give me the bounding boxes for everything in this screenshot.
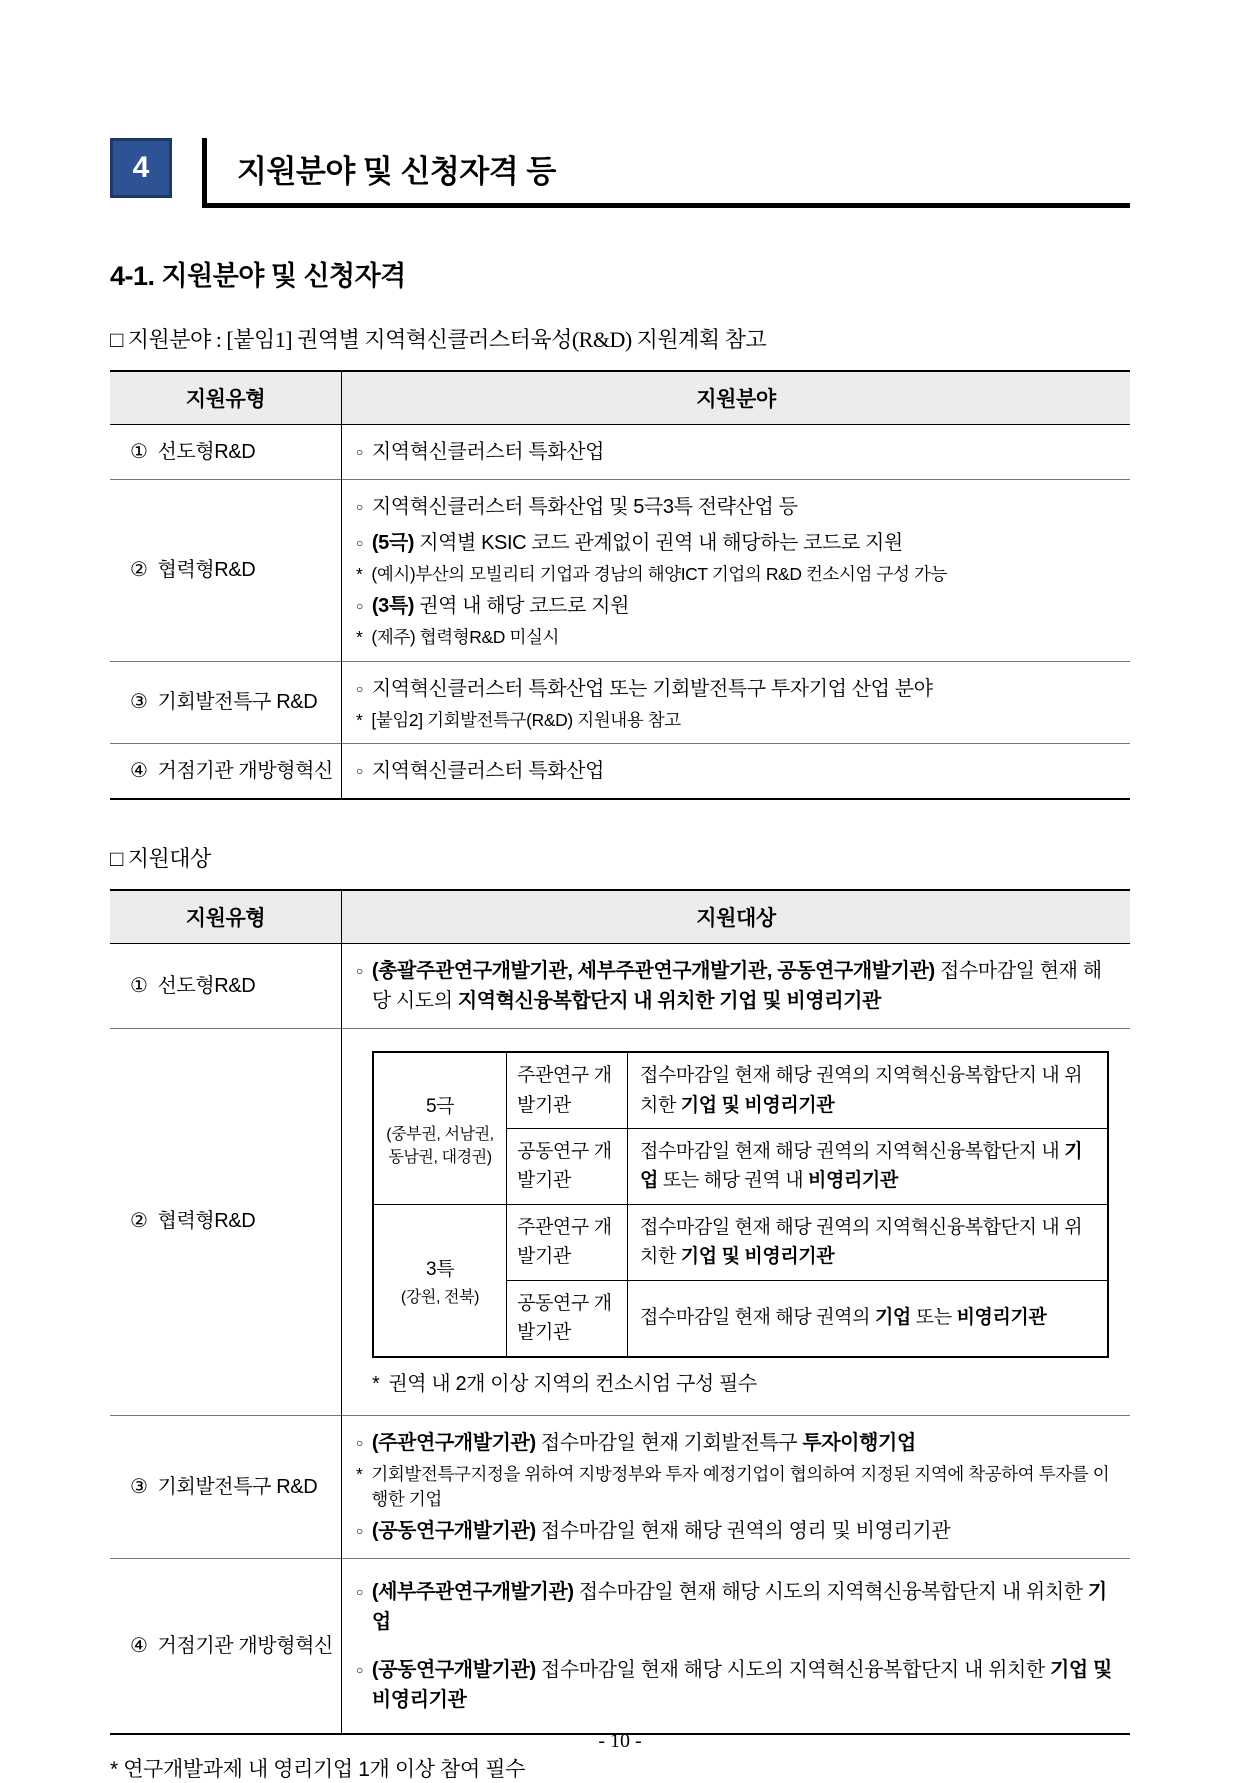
col-header-support-target: 지원대상 — [342, 890, 1131, 944]
text: 접수마감일 현재 해당 시도의 지역혁신융복합단지 내 위치한 — [573, 1581, 1088, 1604]
type-number: ② — [130, 558, 148, 581]
type-number: ② — [130, 1210, 148, 1233]
support-target-table-head — [110, 890, 1130, 944]
target-desc-cell — [628, 1280, 1109, 1356]
support-type-cell — [110, 744, 342, 800]
org-type-cell: 공동연구 개발기관 — [507, 1129, 628, 1205]
bullet-marker: ○ — [356, 681, 363, 696]
bullet-line — [356, 1646, 1116, 1724]
type-label: 거점기관 개방형혁신 — [157, 759, 333, 782]
type-label: 거점기관 개방형혁신 — [157, 1634, 333, 1657]
text: 접수마감일 현재 해당 권역의 지역혁신융복합단지 내 위치한 — [640, 1065, 1083, 1116]
bullet-line — [356, 1461, 1116, 1514]
org-type-cell: 공동연구 개발기관 — [507, 1280, 628, 1356]
bullet-marker: ○ — [356, 1585, 363, 1600]
section-number: 4 — [132, 151, 150, 184]
type-number: ④ — [130, 1634, 148, 1657]
line-text — [372, 591, 1116, 621]
support-type — [130, 557, 335, 584]
bold-text: 기업 및 비영리기관 — [371, 1659, 1112, 1712]
org-type-cell: 주관연구 개발기관 — [507, 1204, 628, 1280]
bold-text: 기업 — [640, 1141, 1083, 1192]
line-text — [372, 1516, 1116, 1546]
support-field-heading: □ 지원분야 : [붙임1] 권역별 지역혁신클러스터육성(R&D) 지원계획 참고 — [110, 327, 767, 352]
support-type-cell — [110, 1029, 342, 1416]
target-desc-cell — [628, 1052, 1109, 1128]
bold-text: (공동연구개발기관) — [371, 1659, 536, 1682]
bullet-marker: ○ — [356, 536, 363, 550]
support-target-table — [110, 889, 1130, 1735]
line-text — [371, 708, 1116, 733]
section-header — [110, 138, 1130, 208]
bullet-line — [356, 434, 1116, 470]
bullet-marker: ○ — [356, 445, 363, 459]
text: (제주) 협력형R&D 미실시 — [371, 627, 559, 648]
support-type — [130, 758, 335, 785]
bold-text: (주관연구개발기관) — [371, 1431, 536, 1454]
bold-text: 기업 — [874, 1307, 911, 1329]
section-number-box — [110, 138, 172, 198]
type-number: ③ — [130, 1475, 148, 1498]
table-row — [110, 425, 1130, 480]
bullet-line — [356, 588, 1116, 624]
type-number: ① — [130, 974, 148, 997]
region-consortium-table — [372, 1051, 1109, 1358]
support-target-heading: □ 지원대상 — [110, 846, 211, 872]
text: 접수마감일 현재 해당 시도의 지역혁신융복합단지 내 위치한 — [535, 1659, 1051, 1682]
support-detail-cell — [342, 661, 1131, 743]
text: 접수마감일 현재 기회발전특구 — [535, 1431, 803, 1454]
bullet-marker: ○ — [356, 1524, 363, 1539]
section-title: 지원분야 및 신청자격 등 — [237, 154, 556, 189]
support-type — [130, 689, 335, 716]
text: 접수마감일 현재 해당 시도의 — [371, 960, 1102, 1013]
support-field-table-head — [110, 371, 1130, 425]
support-detail-cell — [342, 1415, 1131, 1559]
text: 접수마감일 현재 해당 권역의 지역혁신융복합단지 내 — [640, 1141, 1065, 1162]
region-group-sub: (중부권, 서남권, 동남권, 대경권) — [386, 1125, 494, 1166]
bullet-line — [356, 624, 1116, 651]
table-row — [373, 1052, 1108, 1128]
line-text — [371, 562, 1116, 587]
line-text — [372, 492, 1116, 522]
type-number: ① — [130, 440, 148, 463]
col-header-support-type: 지원유형 — [110, 890, 342, 944]
text: 권역 내 해당 코드로 지원 — [414, 595, 630, 618]
support-type — [130, 439, 335, 466]
text: [붙임2] 기회발전특구(R&D) 지원내용 참고 — [371, 709, 681, 730]
bullet-marker: * — [356, 709, 363, 730]
support-type-cell — [110, 944, 342, 1029]
bullet-line — [356, 671, 1116, 707]
table-row — [110, 661, 1130, 743]
bullet-line — [356, 1568, 1116, 1646]
type-label: 기회발전특구 R&D — [157, 1475, 318, 1498]
subsection-title: 4-1. 지원분야 및 신청자격 — [110, 261, 406, 291]
bullet-line — [356, 953, 1116, 1019]
text: (예시)부산의 모빌리티 기업과 경남의 해양ICT 기업의 R&D 컨소시엄 구성 가능 — [371, 564, 947, 584]
support-type — [130, 973, 335, 1000]
text: 기회발전특구지정을 위하여 지방정부와 투자 예정기업이 협의하여 지정된 지역에 착공하여 투자를 이행한 기업 — [371, 1463, 1110, 1509]
region-group-name: 5극 — [425, 1095, 455, 1117]
bullet-line — [356, 561, 1116, 588]
text: 접수마감일 현재 해당 권역의 — [640, 1307, 875, 1329]
text: 접수마감일 현재 해당 권역의 영리 및 비영리기관 — [535, 1520, 951, 1543]
bold-text: 비영리기관 — [956, 1307, 1047, 1329]
line-text — [372, 1428, 1116, 1458]
bullet-marker: * — [372, 1372, 380, 1395]
bullet-marker: * — [356, 564, 363, 584]
support-type-cell — [110, 480, 342, 662]
bold-text: 기업 및 비영리기관 — [680, 1094, 835, 1116]
support-detail-cell — [342, 425, 1131, 480]
line-text — [372, 1655, 1116, 1715]
region-group-name: 3특 — [425, 1258, 455, 1280]
support-type-cell — [110, 1559, 342, 1735]
bullet-marker: ○ — [356, 599, 363, 614]
page-footnote: * 연구개발과제 내 영리기업 1개 이상 참여 필수 — [110, 1758, 526, 1782]
section-title-wrap — [202, 138, 1130, 208]
bold-text: 기업 — [371, 1581, 1107, 1634]
support-detail-cell — [342, 1029, 1131, 1416]
bullet-marker: ○ — [356, 500, 363, 514]
text: 지역혁신클러스터 특화산업 — [371, 441, 605, 463]
bullet-line — [356, 489, 1116, 525]
bold-text: 지역혁신융복합단지 내 위치한 기업 및 비영리기관 — [457, 990, 881, 1013]
table-row — [110, 1029, 1130, 1416]
target-desc-cell — [628, 1129, 1109, 1205]
support-detail-cell — [342, 480, 1131, 662]
bullet-marker: ○ — [356, 964, 363, 979]
support-type-cell — [110, 425, 342, 480]
line-text — [372, 674, 1116, 704]
line-text — [371, 1462, 1116, 1513]
support-type-cell — [110, 661, 342, 743]
table-row — [373, 1204, 1108, 1280]
bold-text: (5극) — [371, 532, 415, 554]
region-group-sub: (강원, 전북) — [400, 1288, 480, 1306]
table-row — [110, 944, 1130, 1029]
type-label: 선도형R&D — [157, 440, 256, 463]
consortium-note — [372, 1366, 1116, 1402]
text: 지역별 KSIC 코드 관계없이 권역 내 해당하는 코드로 지원 — [414, 532, 903, 554]
region-group-cell — [373, 1052, 507, 1204]
target-desc-cell — [628, 1204, 1109, 1280]
bold-text: (세부주관연구개발기관) — [371, 1581, 574, 1604]
table-header-row — [110, 890, 1130, 944]
line-text — [372, 1577, 1116, 1637]
table-row — [110, 480, 1130, 662]
support-detail-cell — [342, 744, 1131, 800]
support-detail-cell — [342, 1559, 1131, 1735]
bullet-line — [356, 707, 1116, 734]
line-text — [388, 1369, 1116, 1399]
region-group-cell — [373, 1204, 507, 1356]
bullet-line — [356, 1513, 1116, 1549]
support-field-table — [110, 370, 1130, 800]
page-number: - 10 - — [598, 1730, 642, 1752]
col-header-support-type: 지원유형 — [110, 371, 342, 425]
bullet-marker: ○ — [356, 1663, 363, 1678]
line-text — [372, 756, 1116, 786]
org-type-cell: 주관연구 개발기관 — [507, 1052, 628, 1128]
bullet-marker: ○ — [356, 764, 363, 779]
col-header-support-field: 지원분야 — [342, 371, 1131, 425]
text: 지역혁신클러스터 특화산업 — [371, 760, 605, 783]
support-type — [130, 1474, 335, 1501]
table-row — [110, 744, 1130, 800]
text: 지역혁신클러스터 특화산업 또는 기회발전특구 투자기업 산업 분야 — [371, 677, 933, 700]
bold-text: 투자이행기업 — [802, 1431, 916, 1454]
type-number: ④ — [130, 759, 148, 782]
text: 또는 해당 권역 내 — [657, 1170, 809, 1192]
text: 접수마감일 현재 해당 권역의 지역혁신융복합단지 내 위치한 — [640, 1216, 1083, 1268]
bullet-marker: ○ — [356, 1435, 363, 1450]
type-label: 협력형R&D — [157, 1210, 256, 1233]
bullet-line — [356, 753, 1116, 789]
table-row — [110, 1415, 1130, 1559]
bold-text: 비영리기관 — [808, 1170, 898, 1192]
bullet-marker: * — [356, 1463, 363, 1484]
bold-text: (3특) — [371, 595, 415, 618]
bullet-line — [356, 1425, 1116, 1461]
table-header-row — [110, 371, 1130, 425]
table-row — [110, 1559, 1130, 1735]
bullet-line — [356, 525, 1116, 561]
support-detail-cell — [342, 944, 1131, 1029]
support-type — [130, 1208, 335, 1235]
support-type — [130, 1633, 335, 1660]
type-label: 선도형R&D — [157, 974, 256, 997]
line-text — [372, 437, 1116, 467]
line-text — [372, 956, 1116, 1016]
text: 또는 — [910, 1307, 957, 1329]
text: 권역 내 2개 이상 지역의 컨소시엄 구성 필수 — [388, 1372, 757, 1395]
line-text — [371, 625, 1116, 650]
support-type-cell — [110, 1415, 342, 1559]
bold-text: (공동연구개발기관) — [371, 1520, 536, 1543]
type-number: ③ — [130, 690, 148, 713]
line-text — [372, 528, 1116, 558]
bullet-marker: * — [356, 627, 363, 648]
bold-text: (총괄주관연구개발기관, 세부주관연구개발기관, 공동연구개발기관) — [371, 960, 935, 983]
bold-text: 기업 및 비영리기관 — [680, 1246, 835, 1268]
text: 지역혁신클러스터 특화산업 및 5극3특 전략산업 등 — [371, 496, 798, 518]
type-label: 협력형R&D — [157, 558, 256, 581]
type-label: 기회발전특구 R&D — [157, 690, 318, 713]
